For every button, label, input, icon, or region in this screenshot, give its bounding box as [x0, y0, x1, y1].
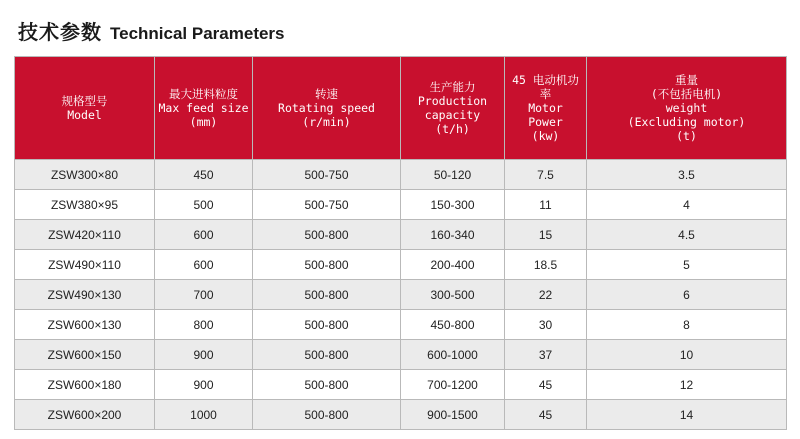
header-line: Production: [417, 94, 488, 108]
cell-production-capacity: 150-300: [401, 190, 505, 220]
cell-rotating-speed: 500-800: [253, 400, 401, 430]
cell-max-feed-size: 900: [155, 370, 253, 400]
cell-production-capacity: 300-500: [401, 280, 505, 310]
cell-weight: 12: [587, 370, 787, 400]
header-line: (kw): [531, 129, 560, 143]
header-line: capacity: [424, 108, 481, 122]
table-row: [15, 400, 787, 430]
cell-max-feed-size: 700: [155, 280, 253, 310]
column-header-motor-power: [505, 57, 587, 160]
header-line: (t): [676, 129, 697, 143]
cell-production-capacity: 160-340: [401, 220, 505, 250]
cell-rotating-speed: 500-800: [253, 340, 401, 370]
cell-max-feed-size: 450: [155, 160, 253, 190]
table-body: [15, 160, 787, 430]
header-line: 转速: [315, 87, 338, 101]
header-line: 最大进料粒度: [169, 87, 238, 101]
cell-max-feed-size: 1000: [155, 400, 253, 430]
table-row: [15, 160, 787, 190]
cell-production-capacity: 700-1200: [401, 370, 505, 400]
cell-max-feed-size: 600: [155, 250, 253, 280]
cell-weight: 6: [587, 280, 787, 310]
cell-model: ZSW600×150: [15, 340, 155, 370]
table-row: [15, 250, 787, 280]
cell-weight: 3.5: [587, 160, 787, 190]
cell-motor-power: 15: [505, 220, 587, 250]
header-line: Rotating speed: [278, 101, 375, 115]
cell-motor-power: 45: [505, 400, 587, 430]
cell-model: ZSW600×200: [15, 400, 155, 430]
cell-motor-power: 45: [505, 370, 587, 400]
cell-model: ZSW600×130: [15, 310, 155, 340]
cell-rotating-speed: 500-800: [253, 220, 401, 250]
cell-weight: 4.5: [587, 220, 787, 250]
cell-weight: 10: [587, 340, 787, 370]
column-header-weight: [587, 57, 787, 160]
cell-rotating-speed: 500-800: [253, 250, 401, 280]
header-line: 规格型号: [61, 94, 108, 108]
cell-weight: 4: [587, 190, 787, 220]
header-line: 重量: [675, 73, 698, 87]
cell-rotating-speed: 500-800: [253, 280, 401, 310]
header-line: (t/h): [435, 122, 470, 136]
table-header: [15, 57, 787, 160]
cell-weight: 14: [587, 400, 787, 430]
header-line: Model: [67, 108, 102, 122]
cell-model: ZSW490×110: [15, 250, 155, 280]
cell-production-capacity: 900-1500: [401, 400, 505, 430]
cell-motor-power: 7.5: [505, 160, 587, 190]
cell-max-feed-size: 500: [155, 190, 253, 220]
cell-model: ZSW600×180: [15, 370, 155, 400]
cell-motor-power: 11: [505, 190, 587, 220]
page-title: [18, 16, 285, 48]
cell-max-feed-size: 800: [155, 310, 253, 340]
cell-rotating-speed: 500-800: [253, 310, 401, 340]
cell-production-capacity: 450-800: [401, 310, 505, 340]
table-row: [15, 370, 787, 400]
column-header-production-capacity: [401, 57, 505, 160]
cell-rotating-speed: 500-750: [253, 190, 401, 220]
header-line: (Excluding motor): [627, 115, 746, 129]
cell-production-capacity: 200-400: [401, 250, 505, 280]
cell-motor-power: 37: [505, 340, 587, 370]
cell-production-capacity: 600-1000: [401, 340, 505, 370]
cell-model: ZSW420×110: [15, 220, 155, 250]
table-row: [15, 340, 787, 370]
column-header-model: [15, 57, 155, 160]
parameters-table: [14, 56, 787, 430]
table-row: [15, 310, 787, 340]
title-chinese: 技术参数: [18, 20, 102, 44]
cell-rotating-speed: 500-800: [253, 370, 401, 400]
cell-motor-power: 30: [505, 310, 587, 340]
header-line: Motor: [528, 101, 563, 115]
column-header-rotating-speed: [253, 57, 401, 160]
header-line: Max feed size: [158, 101, 249, 115]
header-line: (r/min): [302, 115, 351, 129]
title-english: Technical Parameters: [110, 24, 285, 43]
cell-max-feed-size: 600: [155, 220, 253, 250]
table-row: [15, 280, 787, 310]
cell-model: ZSW300×80: [15, 160, 155, 190]
header-line: (不包括电机): [650, 87, 723, 101]
cell-model: ZSW380×95: [15, 190, 155, 220]
table-row: [15, 190, 787, 220]
cell-model: ZSW490×130: [15, 280, 155, 310]
column-header-max-feed-size: [155, 57, 253, 160]
cell-weight: 8: [587, 310, 787, 340]
cell-motor-power: 22: [505, 280, 587, 310]
cell-max-feed-size: 900: [155, 340, 253, 370]
cell-motor-power: 18.5: [505, 250, 587, 280]
cell-production-capacity: 50-120: [401, 160, 505, 190]
header-line: weight: [665, 101, 708, 115]
header-line: 生产能力: [429, 80, 476, 94]
cell-weight: 5: [587, 250, 787, 280]
header-line: Power: [528, 115, 563, 129]
cell-rotating-speed: 500-750: [253, 160, 401, 190]
header-line: (mm): [189, 115, 218, 129]
header-line: 率: [539, 87, 552, 101]
table-row: [15, 220, 787, 250]
header-line: 45 电动机功: [512, 73, 579, 87]
